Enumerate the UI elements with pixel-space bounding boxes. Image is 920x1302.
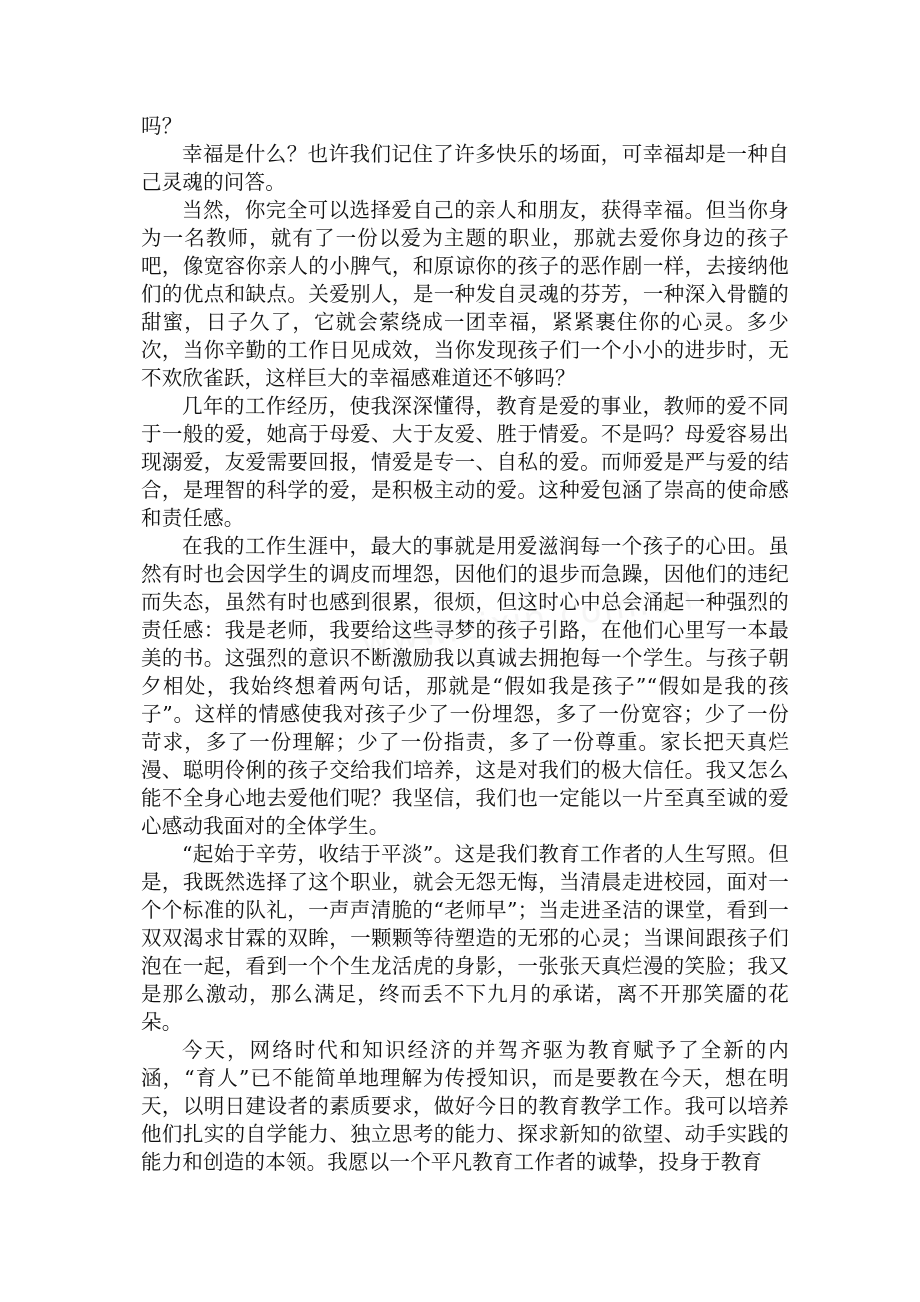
paragraph-happiness: 幸福是什么？也许我们记住了许多快乐的场面，可幸福却是一种自己灵魂的问答。: [141, 142, 789, 194]
paragraph-love-children: 当然，你完全可以选择爱自己的亲人和朋友，获得幸福。但当你身为一名教师，就有了一份以爱为主题的职业，那就去爱你身边的孩子吧，像宽容你亲人的小脾气，和原谅你的孩子的恶作剧一样，去接纳他们的优点和缺点。关爱别人，是一种发自灵魂的芬芳，一种深入骨髓的甜蜜，日子久了，它就会萦绕成一团幸福，紧紧裹住你的心灵。多少次，当你辛勤的工作日见成效，当你发现孩子们一个小小的进步时，无不欢欣雀跃，这样巨大的幸福感难道还不够吗？: [141, 198, 789, 390]
paragraph-toil: “起始于辛劳，收结于平淡”。这是我们教育工作者的人生写照。但是，我既然选择了这个职业，就会无怨无悔，当清晨走进校园，面对一个个标准的队礼，一声声清脆的“老师早”；当走进圣洁的课堂，看到一双双渴求甘霖的双眸，一颗颗等待塑造的无邪的心灵；当课间跟孩子们泡在一起，看到一个个生龙活虎的身影，一张张天真烂漫的笑脸；我又是那么激动，那么满足，终而丢不下九月的承诺，离不开那笑靥的花朵。: [141, 842, 789, 1034]
document-body: [141, 112, 789, 1176]
paragraph-continuation: 吗？: [141, 114, 183, 138]
paragraph-teacher-love: 几年的工作经历，使我深深懂得，教育是爱的事业，教师的爱不同于一般的爱，她高于母爱、大于友爱、胜于情爱。不是吗？母爱容易出现溺爱，友爱需要回报，情爱是专一、自私的爱。而师爱是严与爱的结合，是理智的科学的爱，是积极主动的爱。这种爱包涵了崇高的使命感和责任感。: [141, 394, 789, 530]
paragraph-career: 在我的工作生涯中，最大的事就是用爱滋润每一个孩子的心田。虽然有时也会因学生的调皮而埋怨，因他们的退步而急躁，因他们的违纪而失态，虽然有时也感到很累，很烦，但这时心中总会涌起一种强烈的责任感：我是老师，我要给这些寻梦的孩子引路，在他们心里写一本最美的书。这强烈的意识不断激励我以真诚去拥抱每一个学生。与孩子朝夕相处，我始终想着两句话，那就是“假如我是孩子”“假如是我的孩子”。这样的情感使我对孩子少了一份埋怨，多了一份宽容；少了一份苛求，多了一份理解；少了一份指责，多了一份尊重。家长把天真烂漫、聪明伶俐的孩子交给我们培养，这是对我们的极大信任。我又怎么能不全身心地去爱他们呢？我坚信，我们也一定能以一片至真至诚的爱心感动我面对的全体学生。: [141, 534, 789, 838]
paragraph-today: 今天，网络时代和知识经济的并驾齐驱为教育赋予了全新的内涵，“育人”已不能简单地理解为传授知识，而是要教在今天，想在明天，以明日建设者的素质要求，做好今日的教育教学工作。我可以培养他们扎实的自学能力、独立思考的能力、探求新知的欲望、动手实践的能力和创造的本领。我愿以一个平凡教育工作者的诚挚，投身于教育: [141, 1038, 789, 1174]
